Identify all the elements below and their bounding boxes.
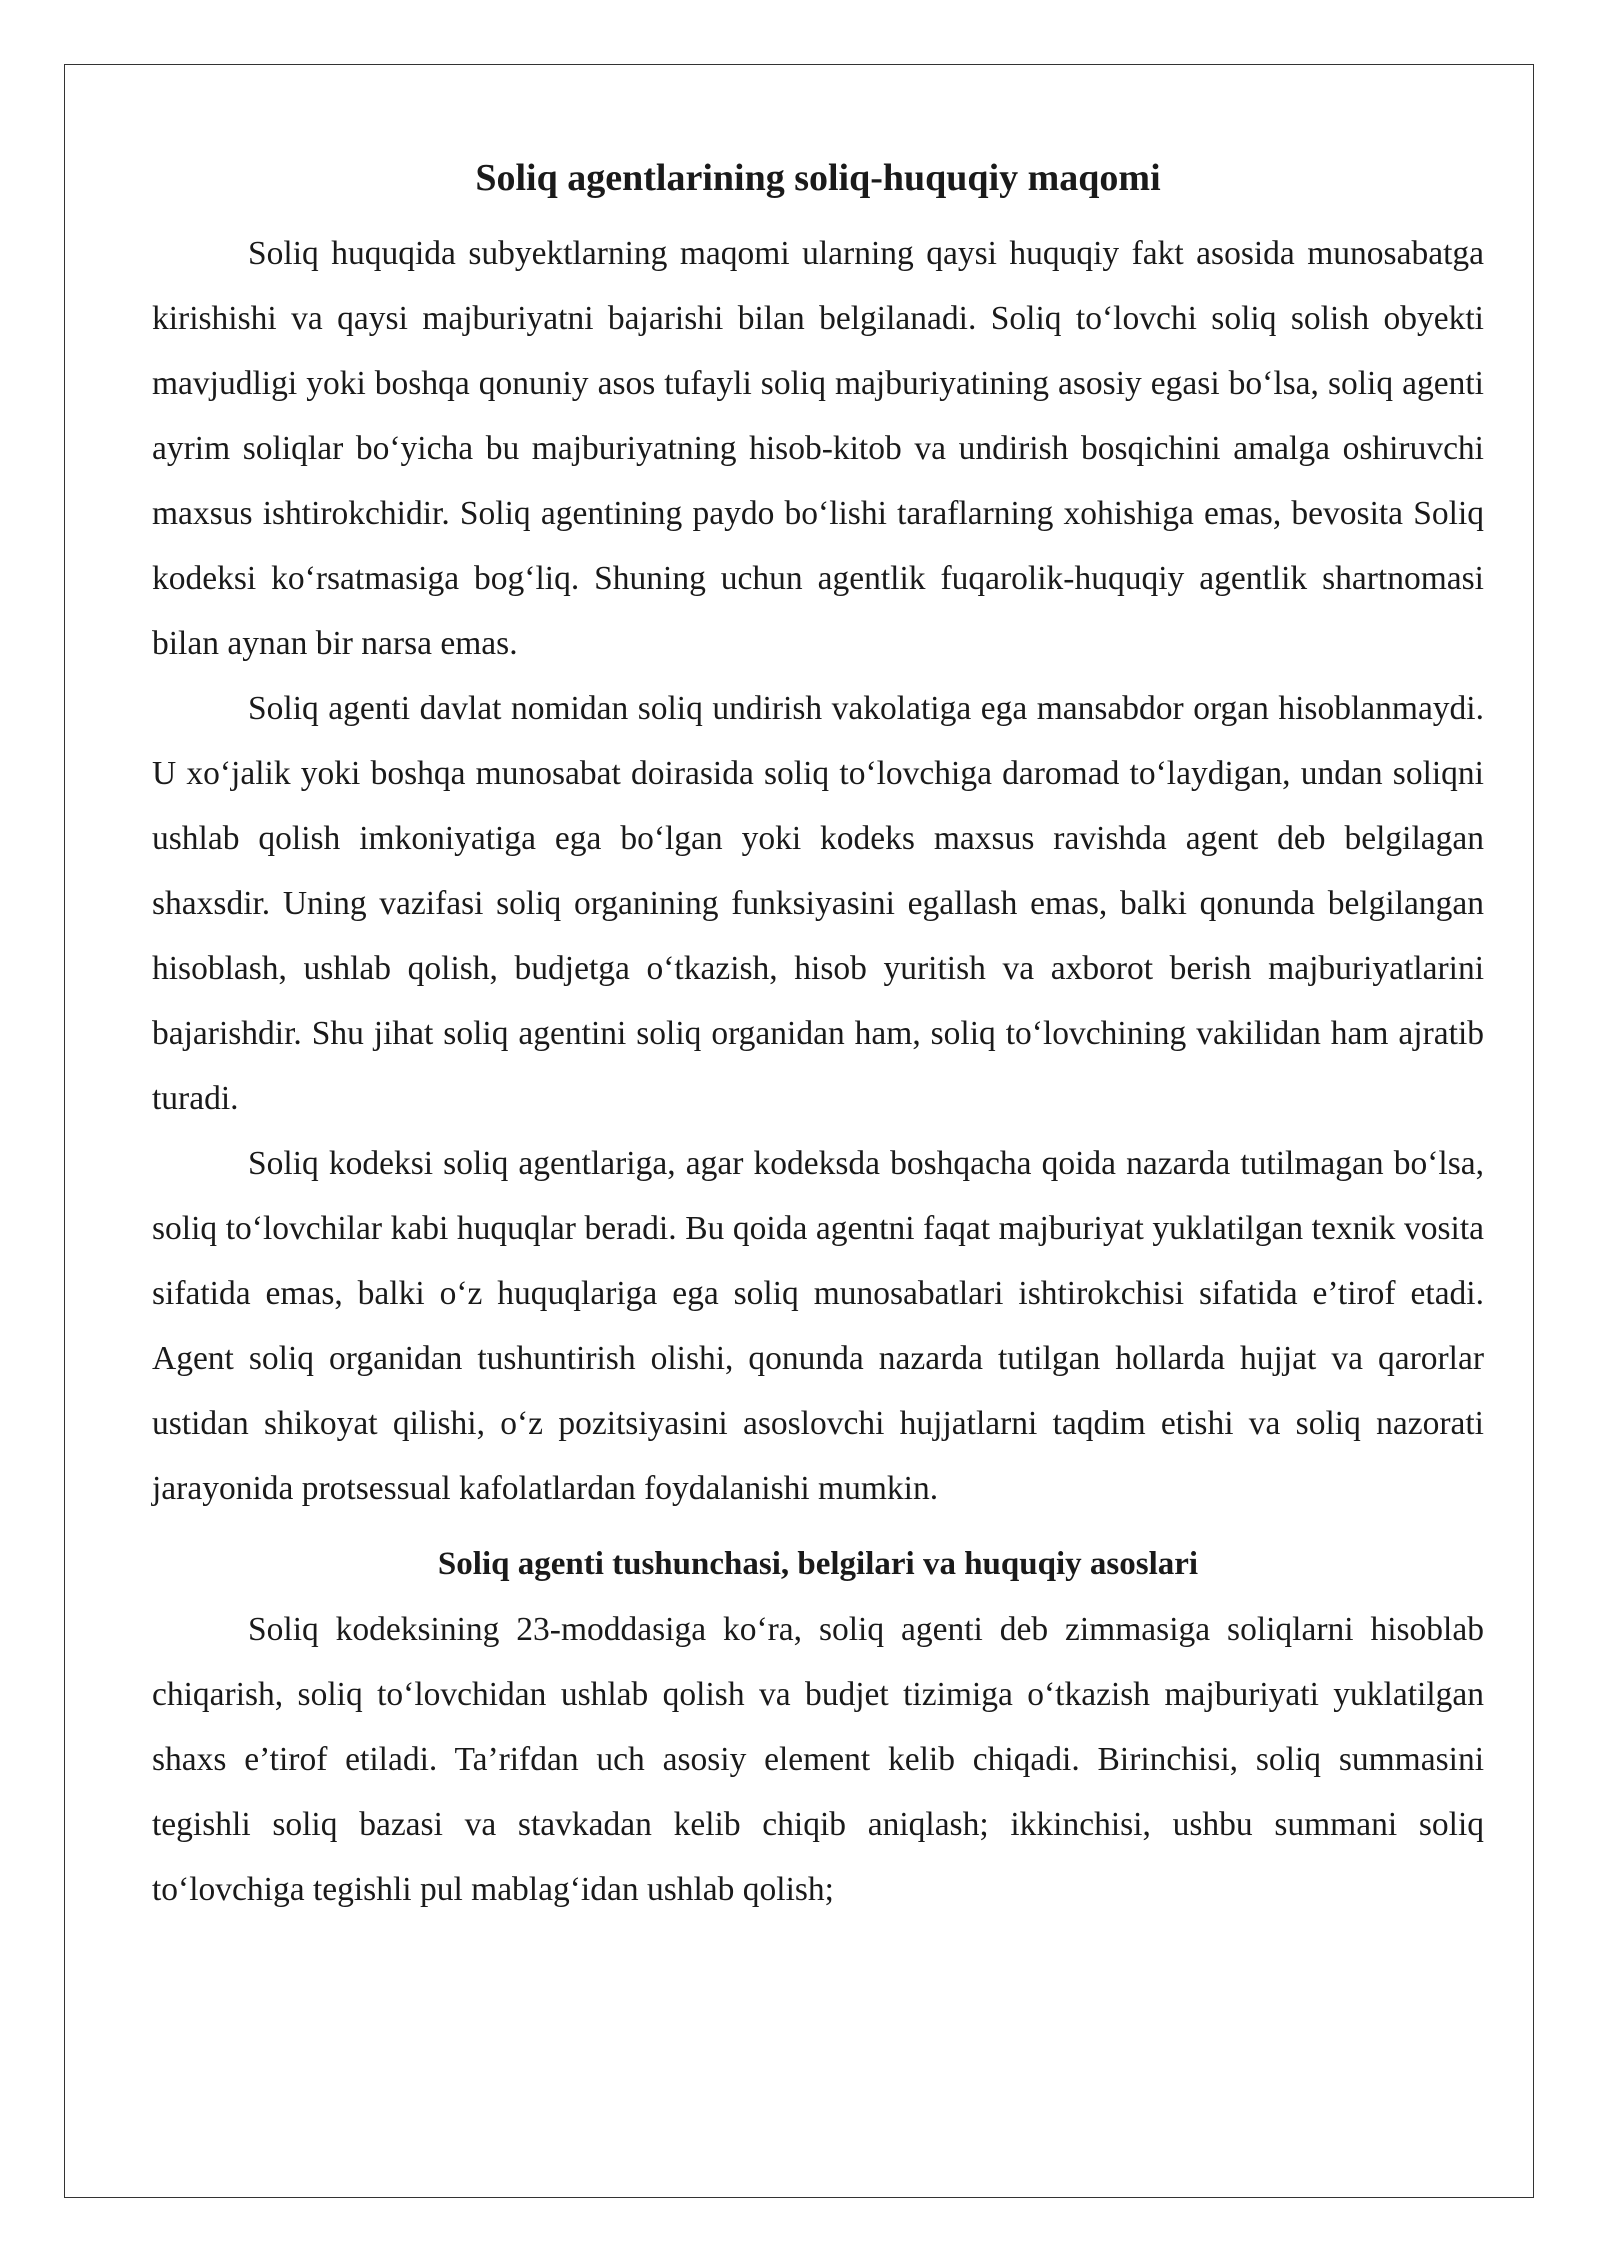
paragraph: Soliq huquqida subyektlarning maqomi ularning qaysi huquqiy fakt asosida munosabatga kirishishi va qaysi majburiyatni bajarishi bilan belgilanadi. Soliq to‘lovchi soliq solish obyekti mavjudligi yoki boshqa qonuniy asos tufayli soliq majburiyatining asosiy egasi bo‘lsa, soliq agenti ayrim soliqlar bo‘yicha bu majburiyatning hisob-kitob va undirish bosqichini amalga oshiruvchi maxsus ishtirokchidir. Soliq agentining paydo bo‘lishi taraflarning xohishiga emas, bevosita Soliq kodeksi ko‘rsatmasiga bog‘liq. Shuning uchun agentlik fuqarolik-huquqiy agentlik shartnomasi bilan aynan bir narsa emas. <box>152 235 1484 662</box>
paragraph: Soliq kodeksining 23-moddasiga ko‘ra, soliq agenti deb zimmasiga soliqlarni hisoblab chiqarish, soliq to‘lovchidan ushlab qolish va budjet tizimiga o‘tkazish majburiyati yuklatilgan shaxs e’tirof etiladi. Ta’rifdan uch asosiy element kelib chiqadi. Birinchisi, soliq summasini tegishli soliq bazasi va stavkadan kelib chiqib aniqlash; ikkinchisi, ushbu summani soliq to‘lovchiga tegishli pul mablag‘idan ushlab qolish; <box>152 1611 1484 1908</box>
paragraph: Soliq agenti davlat nomidan soliq undirish vakolatiga ega mansabdor organ hisoblanmaydi. U xo‘jalik yoki boshqa munosabat doirasida soliq to‘lovchiga daromad to‘laydigan, undan soliqni ushlab qolish imkoniyatiga ega bo‘lgan yoki kodeks maxsus ravishda agent deb belgilagan shaxsdir. Uning vazifasi soliq organining funksiyasini egallash emas, balki qonunda belgilangan hisoblash, ushlab qolish, budjetga o‘tkazish, hisob yuritish va axborot berish majburiyatlarini bajarishdir. Shu jihat soliq agentini soliq organidan ham, soliq to‘lovchining vakilidan ham ajratib turadi. <box>152 690 1484 1117</box>
section-heading: Soliq agenti tushunchasi, belgilari va huquqiy asoslari <box>437 1546 1199 1582</box>
document-title: Soliq agentlarining soliq-huquqiy maqomi <box>475 157 1161 199</box>
document-body <box>152 145 1484 1922</box>
paragraph: Soliq kodeksi soliq agentlariga, agar kodeksda boshqacha qoida nazarda tutilmagan bo‘lsa, soliq to‘lovchilar kabi huquqlar beradi. Bu qoida agentni faqat majburiyat yuklatilgan texnik vosita sifatida emas, balki o‘z huquqlariga ega soliq munosabatlari ishtirokchisi sifatida e’tirof etadi. Agent soliq organidan tushuntirish olishi, qonunda nazarda tutilgan hollarda hujjat va qarorlar ustidan shikoyat qilishi, o‘z pozitsiyasini asoslovchi hujjatlarni taqdim etishi va soliq nazorati jarayonida protsessual kafolatlardan foydalanishi mumkin. <box>152 1145 1484 1507</box>
